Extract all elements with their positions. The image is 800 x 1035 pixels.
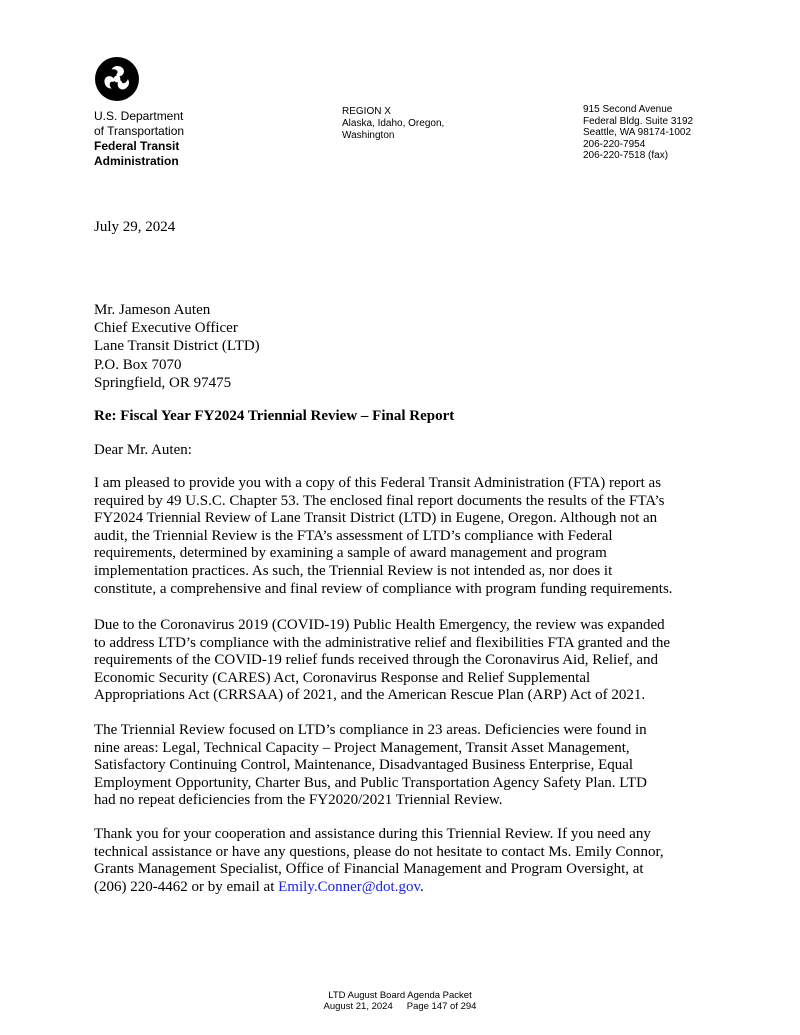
paragraph-line: audit, the Triennial Review is the FTA’s assessment of LTD’s compliance with Federal [94,527,613,544]
paragraph-line: Employment Opportunity, Charter Bus, and Public Transportation Agency Safety Plan. LTD [94,774,648,791]
paragraph-line: implementation practices. As such, the Triennial Review is not intended as, nor does it [94,562,613,579]
dept-line: U.S. Department [94,109,184,123]
region-line: Washington [342,130,395,141]
paragraph-line: nine areas: Legal, Technical Capacity – Project Management, Transit Asset Management, [94,739,630,756]
body-paragraph [94,617,714,705]
contact-line-prefix: (206) 220-4462 or by email at [94,878,279,895]
contact-email-link[interactable]: Emily.Conner@dot.gov [278,878,420,895]
paragraph-line: Grants Management Specialist, Office of Financial Management and Program Oversight, at [94,861,644,878]
dot-triskelion-logo-icon [95,57,139,101]
paragraph-line: The Triennial Review focused on LTD’s compliance in 23 areas. Deficiencies were found in [94,722,647,738]
recipient-block [94,301,260,392]
region-line: REGION X [342,106,391,117]
page-footer [0,990,800,1012]
footer-date-page [0,1001,800,1012]
subject-line: Re: Fiscal Year FY2024 Triennial Review – Final Report [94,408,455,424]
address-line: 206-220-7954 [583,138,646,150]
salutation: Dear Mr. Auten: [94,442,192,458]
address-line: 206-220-7518 (fax) [583,150,669,162]
region-block [342,106,444,142]
paragraph-line: Satisfactory Continuing Control, Maintenance, Disadvantaged Business Enterprise, Equal [94,757,634,774]
paragraph-line: requirements of the COVID-19 relief funds received through the Coronavirus Aid, Relief, and [94,652,659,669]
body-paragraph [94,475,714,598]
recipient-line: Chief Executive Officer [94,320,238,337]
recipient-line: Springfield, OR 97475 [94,374,232,391]
paragraph-line: Due to the Coronavirus 2019 (COVID-19) Public Health Emergency, the review was expanded [94,617,665,633]
paragraph-line: required by 49 U.S.C. Chapter 53. The enclosed final report documents the results of the FTA’s [94,492,665,509]
letter-date: July 29, 2024 [94,219,176,235]
paragraph-line: to address LTD’s compliance with the administrative relief and flexibilities FTA granted and the [94,634,671,651]
paragraph-line: I am pleased to provide you with a copy of this Federal Transit Administration (FTA) report as [94,475,662,491]
paragraph-line: Appropriations Act (CRRSAA) of 2021, and the American Rescue Plan (ARP) Act of 2021. [94,687,646,704]
paragraph-line: Thank you for your cooperation and assistance during this Triennial Review. If you need any [94,826,651,842]
body-paragraph [94,722,714,810]
footer-page-number: Page 147 of 294 [406,1001,477,1012]
department-block [94,109,184,169]
paragraph-line: constitute, a comprehensive and final review of compliance with program funding requirements. [94,580,673,597]
dept-line: of Transportation [94,124,185,138]
recipient-line: Lane Transit District (LTD) [94,338,260,355]
paragraph-line: technical assistance or have any questions, please do not hesitate to contact Ms. Emily Connor, [94,843,664,860]
contact-line [94,879,714,897]
paragraph-line: FY2024 Triennial Review of Lane Transit District (LTD) in Eugene, Oregon. Although not an [94,510,658,527]
address-line: Seattle, WA 98174-1002 [583,127,692,139]
footer-date: August 21, 2024 [323,1001,393,1012]
dept-line-bold: Federal Transit [94,139,180,153]
recipient-line: Mr. Jameson Auten [94,302,211,318]
paragraph-line: Economic Security (CARES) Act, Coronavirus Response and Relief Supplemental [94,669,591,686]
recipient-line: P.O. Box 7070 [94,356,182,373]
footer-title: LTD August Board Agenda Packet [328,990,472,1001]
address-block [583,104,693,162]
address-line: Federal Bldg. Suite 3192 [583,115,694,127]
region-line: Alaska, Idaho, Oregon, [342,118,445,129]
body-paragraph [94,826,714,896]
paragraph-line: requirements, determined by examining a sample of award management and program [94,545,607,562]
dept-line-bold: Administration [94,154,179,168]
paragraph-line: had no repeat deficiencies from the FY2020/2021 Triennial Review. [94,792,503,809]
address-line: 915 Second Avenue [583,104,673,115]
contact-line-suffix: . [419,878,424,895]
